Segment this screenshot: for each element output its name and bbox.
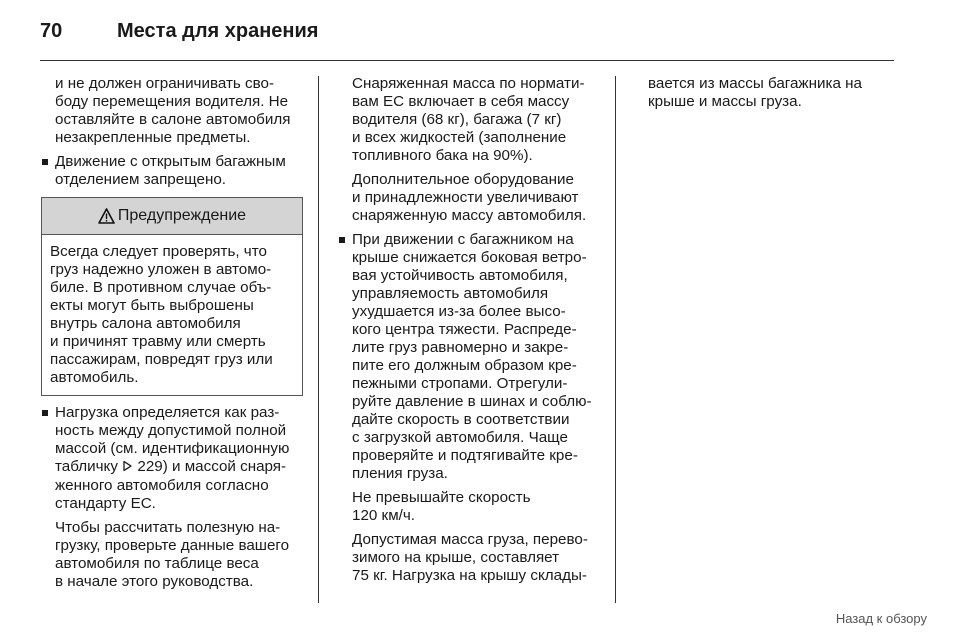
bullet-item: Движение с открытым багажным отделением запрещено.	[41, 153, 303, 189]
bullet-item: При движении с багажником на крыше снижается боковая ветро- вая устойчивость автомобиля, управляемость автомобиля ухудшается из-за более высо- кого центра тяжести. Распреде- лите груз равномерно и закре- пите его должным образом кре- пежными стропами. Отрегули- руйте давление в шинах и соблю- дайте скорость в соответствии с загрузкой автомобиля. Чаще проверяйте и подтягивайте кре- пления груза.	[338, 231, 603, 483]
paragraph: Чтобы рассчитать полезную на- грузку, проверьте данные вашего автомобиля по таблице веса в начале этого руководства.	[55, 519, 290, 590]
column-1	[41, 75, 303, 591]
warning-text: Всегда следует проверять, что груз надежно уложен в автомо- биле. В противном случае объ- екты могут быть выброшены внутрь салона автомобиля и причинят травму или смерть пассажирам, повредят груз или автомобиль.	[50, 243, 273, 386]
warning-header	[42, 198, 302, 235]
paragraph: Снаряженная масса по нормати- вам ЕС включает в себя массу водителя (68 кг), багажа (7 кг) и всех жидкостей (заполнение топливного бака на 90%).	[352, 75, 585, 164]
paragraph: вается из массы багажника на крыше и массы груза.	[648, 75, 862, 110]
paragraph: Не превышайте скорость 120 км/ч.	[352, 489, 531, 524]
intro-paragraph: и не должен ограничивать сво- боду перемещения водителя. Не оставляйте в салоне автомобиля незакрепленные предметы.	[55, 75, 291, 146]
back-to-overview-link[interactable]: Назад к обзору	[835, 611, 927, 626]
warning-title: Предупреждение	[117, 207, 247, 224]
column-2	[338, 75, 603, 585]
column-divider	[318, 76, 319, 603]
paragraph: Допустимая масса груза, перево- зимого на крыше, составляет 75 кг. Нагрузка на крышу склады-	[352, 531, 588, 584]
page-reference-icon[interactable]	[122, 459, 133, 477]
header-divider	[40, 60, 894, 61]
bullet-item: Нагрузка определяется как раз- ность между допустимой полной массой (см. идентификационную табличку 229) и массой снаря- женного автомобиля согласно стандарту ЕС.	[41, 404, 303, 513]
warning-triangle-icon	[98, 208, 115, 224]
page-reference[interactable]: 229) и массой снаря-	[137, 458, 287, 475]
column-3	[634, 75, 894, 111]
column-divider	[615, 76, 616, 603]
page-title: Места для хранения	[117, 20, 319, 42]
paragraph: Дополнительное оборудование и принадлежности увеличивают снаряженную массу автомобиля.	[352, 171, 587, 224]
page-number: 70	[40, 20, 63, 42]
warning-box	[41, 197, 303, 396]
